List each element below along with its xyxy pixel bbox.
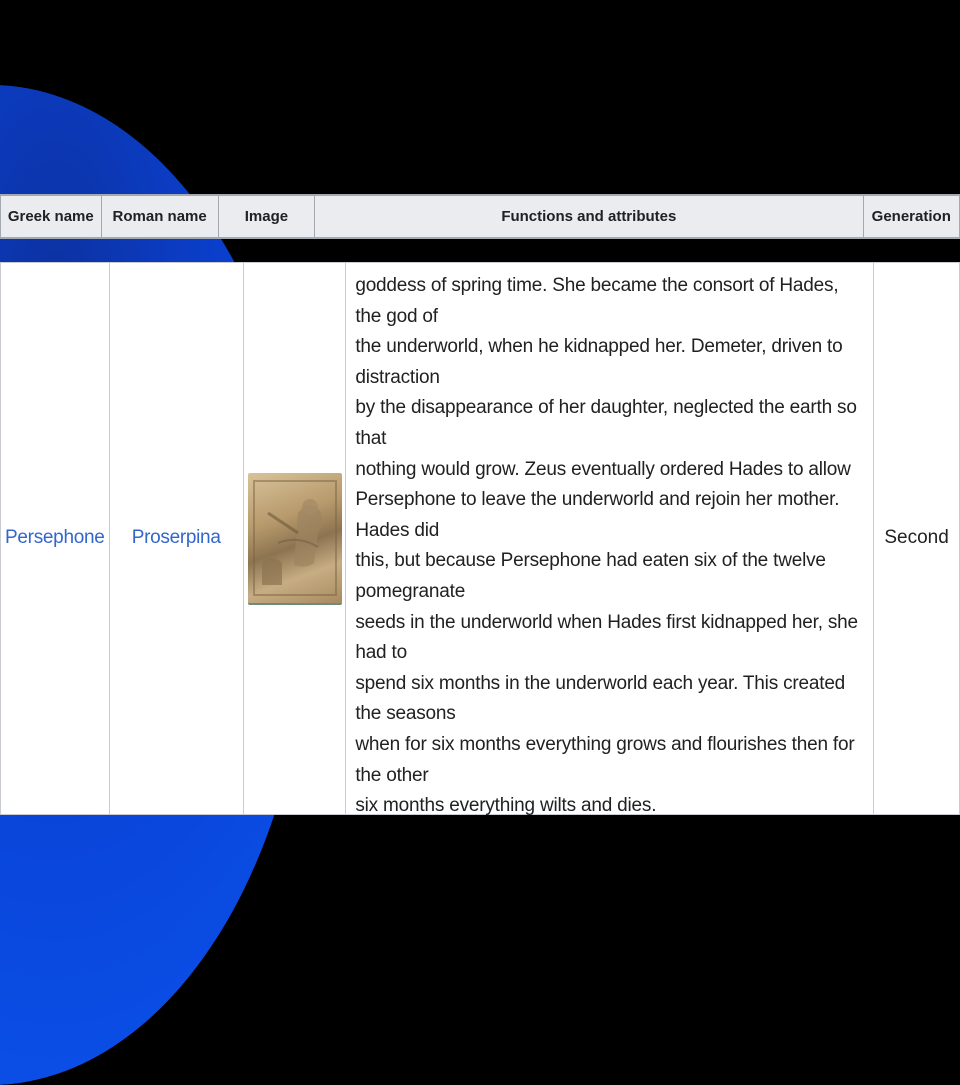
description-line: spend six months in the underworld each year. This created the seasons [355, 672, 846, 725]
table-row [1, 263, 960, 815]
description-line: six months everything wilts and dies. [355, 795, 657, 817]
roman-name-link[interactable]: Proserpina [109, 263, 243, 815]
description-line: by the disappearance of her daughter, neglected the earth so that [355, 397, 857, 449]
description-line: this, but because Persephone had eaten six of the twelve pomegranate [355, 550, 826, 602]
functions-attributes-cell [346, 263, 874, 815]
header-roman-name: Roman name [101, 195, 218, 238]
image-cell [243, 263, 346, 815]
description-line: the underworld, when he kidnapped her. Demeter, driven to distraction [355, 336, 843, 388]
description-line: goddess of spring time. She became the consort of Hades, the god of [355, 275, 839, 327]
table-body [0, 262, 960, 815]
generation-cell: Second [874, 263, 960, 815]
description-line: nothing would grow. Zeus eventually ordered Hades to allow [355, 458, 851, 480]
header-generation: Generation [863, 195, 959, 238]
header-greek-name: Greek name [1, 195, 102, 238]
greek-name-link[interactable]: Persephone [1, 263, 110, 815]
header-image: Image [218, 195, 314, 238]
description-text [355, 271, 865, 822]
description-line: Persephone to leave the underworld and rejoin her mother. Hades did [355, 489, 840, 541]
description-line: when for six months everything grows and flourishes then for the other [355, 733, 855, 786]
header-functions-attributes: Functions and attributes [315, 195, 863, 238]
relief-plaque-icon[interactable] [248, 473, 342, 603]
description-line: seeds in the underworld when Hades first kidnapped her, she had to [355, 611, 858, 664]
page-number: 85 [903, 670, 922, 689]
table-header [0, 194, 960, 239]
